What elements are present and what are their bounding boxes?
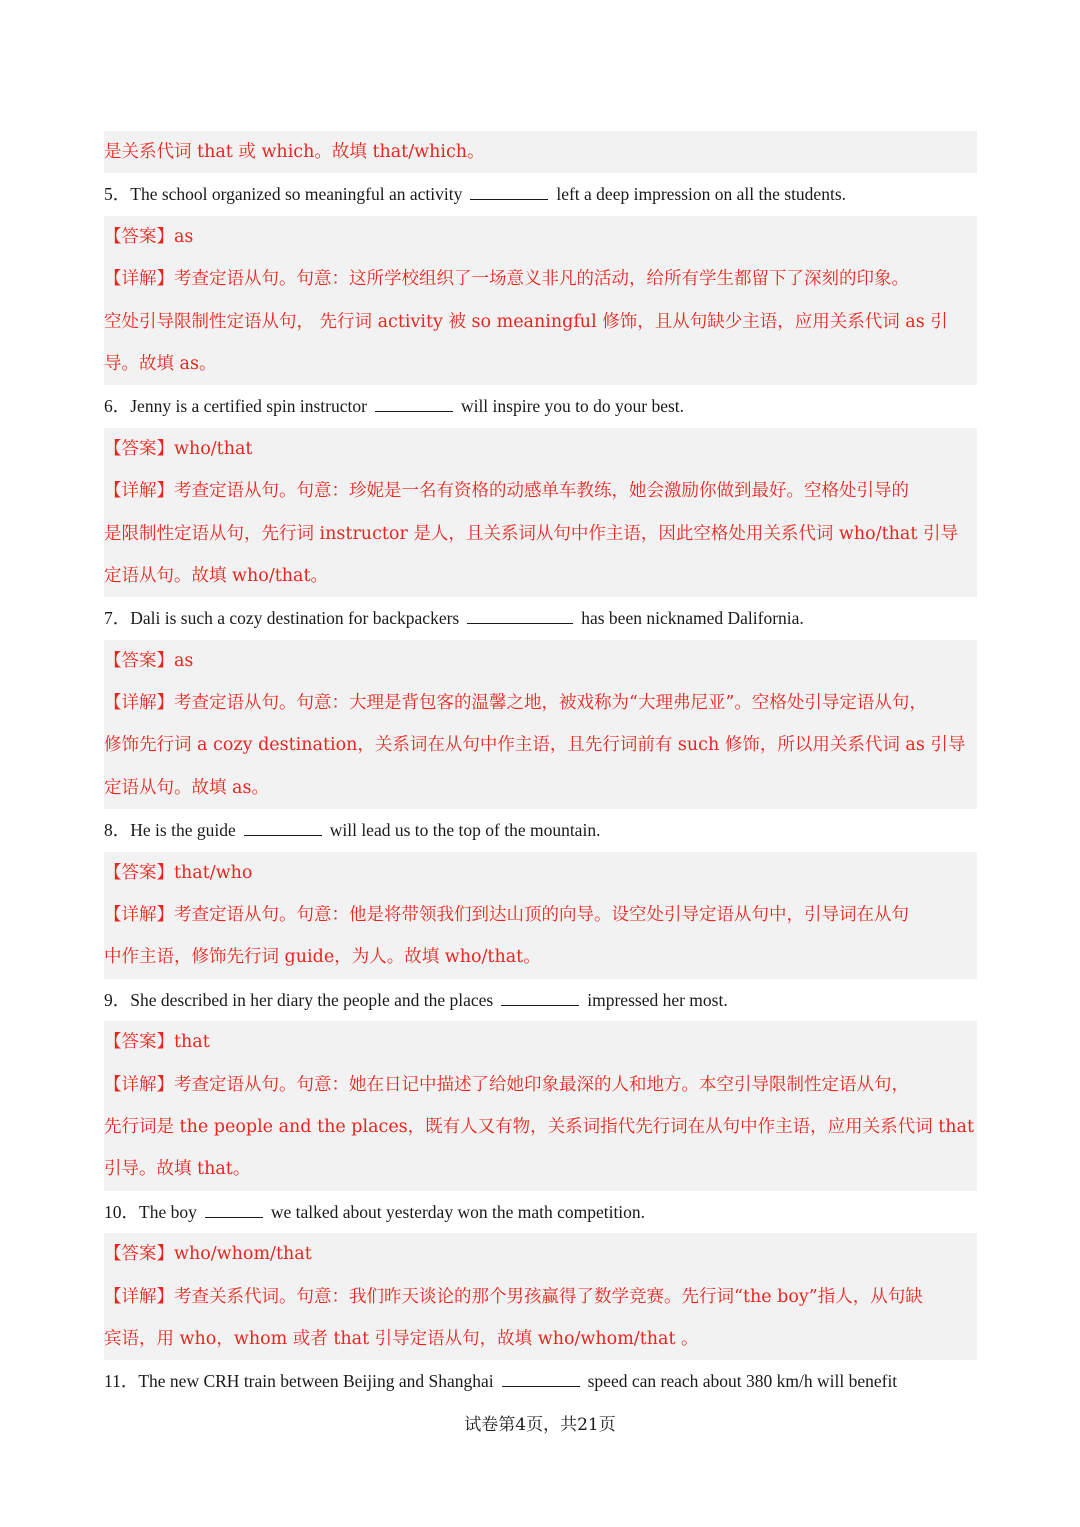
answer-line: 空处引导限制性定语从句， 先行词 activity 被 so meaningful 修饰，且从句缺少主语，应用关系代词 as 引 bbox=[104, 311, 948, 332]
answer-block bbox=[104, 428, 977, 598]
answer-line: 【答案】that/who bbox=[104, 862, 253, 883]
answer-line: 定语从句。故填 as。 bbox=[104, 777, 269, 798]
answer-blank bbox=[244, 817, 322, 836]
answer-block bbox=[104, 1233, 977, 1360]
question-text-continued: will inspire you to do your best. bbox=[460, 396, 685, 417]
question-text: 9．She described in her diary the people and the places bbox=[104, 989, 494, 1010]
question-text: 10．The boy bbox=[104, 1201, 197, 1222]
answer-block bbox=[104, 852, 977, 979]
answer-blank bbox=[501, 987, 579, 1006]
answer-block bbox=[104, 640, 977, 810]
answer-block bbox=[104, 131, 977, 173]
answer-line: 【详解】考查定语从句。句意：大理是背包客的温馨之地，被戏称为“大理弗尼亚”。空格处引导定语从句， bbox=[104, 693, 927, 714]
answer-line: 【详解】考查关系代词。句意：我们昨天谈论的那个男孩赢得了数学竞赛。先行词“the boy”指人，从句缺 bbox=[104, 1286, 923, 1307]
question-text-continued: has been nicknamed Dalifornia. bbox=[581, 608, 804, 629]
answer-line: 【答案】as bbox=[104, 226, 194, 247]
answer-block bbox=[104, 1021, 977, 1191]
answer-line: 修饰先行词 a cozy destination，关系词在从句中作主语，且先行词前有 such 修饰，所以用关系代词 as 引导 bbox=[104, 735, 966, 756]
answer-line: 【答案】who/whom/that bbox=[104, 1244, 312, 1265]
answer-line: 【详解】考查定语从句。句意：她在日记中描述了给她印象最深的人和地方。本空引导限制性定语从句， bbox=[104, 1074, 909, 1095]
answer-line: 【详解】考查定语从句。句意：珍妮是一名有资格的动感单车教练，她会激励你做到最好。空格处引导的 bbox=[104, 481, 909, 502]
answer-line: 是限制性定语从句，先行词 instructor 是人，且关系词从句中作主语，因此空格处用关系代词 who/that 引导 bbox=[104, 523, 958, 544]
answer-blank bbox=[502, 1368, 580, 1387]
question-text-continued: left a deep impression on all the students. bbox=[556, 184, 846, 205]
answer-line: 【答案】as bbox=[104, 650, 194, 671]
answer-line: 【详解】考查定语从句。句意：他是将带领我们到达山顶的向导。设空处引导定语从句中，引导词在从句 bbox=[104, 905, 909, 926]
page-footer: 试卷第4页，共21页 bbox=[464, 1415, 616, 1435]
answer-blank bbox=[205, 1199, 263, 1218]
question-text: 11．The new CRH train between Beijing and Shanghai bbox=[104, 1371, 494, 1392]
answer-line: 中作主语，修饰先行词 guide，为人。故填 who/that。 bbox=[104, 947, 541, 968]
question-text-continued: speed can reach about 380 km/h will benefit bbox=[587, 1371, 898, 1392]
answer-line: 定语从句。故填 who/that。 bbox=[104, 565, 329, 586]
answer-line: 【详解】考查定语从句。句意：这所学校组织了一场意义非凡的活动，给所有学生都留下了深刻的印象。 bbox=[104, 269, 909, 290]
answer-line: 先行词是 the people and the places，既有人又有物，关系词指代先行词在从句中作主语，应用关系代词 that bbox=[104, 1116, 974, 1137]
answer-line: 【答案】that bbox=[104, 1032, 210, 1053]
question-line bbox=[104, 173, 977, 215]
question-line bbox=[104, 1360, 977, 1402]
question-text: 5．The school organized so meaningful an activity bbox=[104, 184, 463, 205]
answer-line: 【答案】who/that bbox=[104, 438, 253, 459]
question-text-continued: will lead us to the top of the mountain. bbox=[329, 820, 601, 841]
question-text-continued: impressed her most. bbox=[587, 989, 728, 1010]
answer-line: 导。故填 as。 bbox=[104, 353, 217, 374]
question-text: 7．Dali is such a cozy destination for backpackers bbox=[104, 608, 460, 629]
answer-block bbox=[104, 216, 977, 386]
question-line bbox=[104, 1191, 977, 1233]
question-text: 8．He is the guide bbox=[104, 820, 236, 841]
answer-blank bbox=[470, 181, 548, 200]
question-line bbox=[104, 597, 977, 639]
document-body bbox=[104, 131, 977, 1403]
answer-line: 是关系代词 that 或 which。故填 that/which。 bbox=[104, 142, 485, 162]
answer-line: 引导。故填 that。 bbox=[104, 1159, 251, 1180]
question-text-continued: we talked about yesterday won the math competition. bbox=[270, 1201, 646, 1222]
question-line bbox=[104, 809, 977, 851]
question-text: 6．Jenny is a certified spin instructor bbox=[104, 396, 367, 417]
question-line bbox=[104, 385, 977, 427]
answer-line: 宾语，用 who，whom 或者 that 引导定语从句，故填 who/whom/that 。 bbox=[104, 1328, 699, 1349]
question-line bbox=[104, 979, 977, 1021]
answer-blank bbox=[375, 393, 453, 412]
answer-blank bbox=[467, 605, 573, 624]
